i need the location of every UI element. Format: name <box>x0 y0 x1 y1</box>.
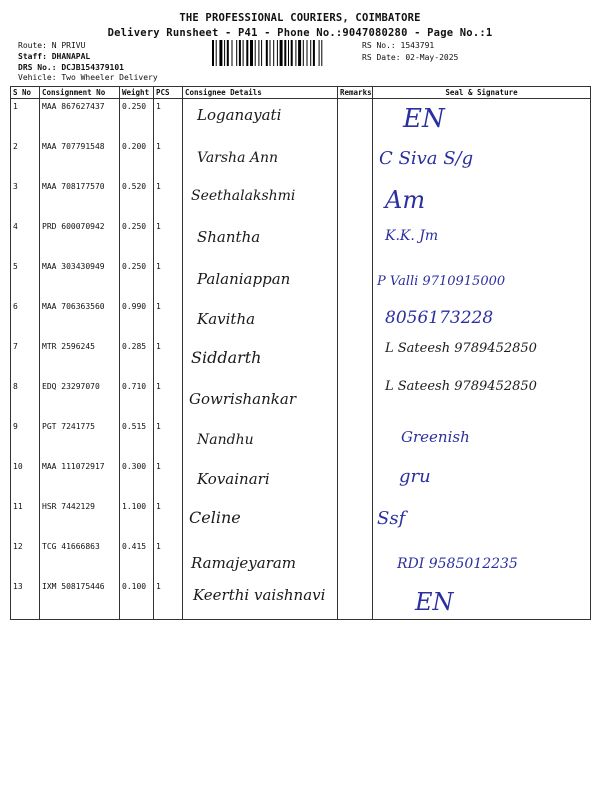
barcode-bar <box>284 40 286 66</box>
cell-signature <box>373 579 591 620</box>
rs-date: RS Date: 02-May-2025 <box>362 53 459 62</box>
barcode-bar <box>232 40 233 66</box>
signature-handwriting: L Sateesh 9789452850 <box>385 379 537 394</box>
cell-weight: 0.300 <box>120 459 154 499</box>
cell-consignee <box>183 139 338 179</box>
consignee-handwriting: Kavitha <box>197 310 256 328</box>
cell-consignee <box>183 99 338 140</box>
cell-consignment: MAA 707791548 <box>40 139 120 179</box>
barcode-bar <box>313 40 315 66</box>
cell-pcs: 1 <box>154 139 183 179</box>
cell-consignment: MAA 708177570 <box>40 179 120 219</box>
cell-signature <box>373 139 591 179</box>
cell-sno: 10 <box>11 459 40 499</box>
barcode <box>212 40 352 66</box>
barcode-bar <box>280 40 283 66</box>
cell-signature <box>373 299 591 339</box>
consignee-handwriting: Palaniappan <box>197 270 291 288</box>
barcode-bar <box>258 40 259 66</box>
table-row <box>11 179 591 219</box>
barcode-bar <box>255 40 256 66</box>
cell-weight: 1.100 <box>120 499 154 539</box>
cell-consignee <box>183 179 338 219</box>
cell-pcs: 1 <box>154 219 183 259</box>
cell-pcs: 1 <box>154 339 183 379</box>
cell-consignee <box>183 459 338 499</box>
cell-remarks <box>338 299 373 339</box>
table-row <box>11 419 591 459</box>
cell-consignment: IXM 508175446 <box>40 579 120 620</box>
company-title: THE PROFESSIONAL COURIERS, COIMBATORE <box>179 12 421 24</box>
cell-weight: 0.250 <box>120 259 154 299</box>
col-pcs: PCS <box>154 87 183 99</box>
cell-signature <box>373 179 591 219</box>
cell-pcs: 1 <box>154 99 183 140</box>
cell-weight: 0.515 <box>120 419 154 459</box>
signature-handwriting: 8056173228 <box>385 308 494 328</box>
col-signature: Seal & Signature <box>373 87 591 99</box>
cell-sno: 1 <box>11 99 40 140</box>
consignee-handwriting: Celine <box>189 508 241 527</box>
cell-sno: 2 <box>11 139 40 179</box>
cell-signature <box>373 259 591 299</box>
cell-signature <box>373 379 591 419</box>
cell-consignee <box>183 259 338 299</box>
cell-signature <box>373 339 591 379</box>
barcode-bar <box>212 40 214 66</box>
cell-sno: 7 <box>11 339 40 379</box>
barcode-bar <box>250 40 253 66</box>
cell-remarks <box>338 499 373 539</box>
cell-consignment: TCG 41666863 <box>40 539 120 579</box>
cell-remarks <box>338 459 373 499</box>
cell-signature <box>373 539 591 579</box>
cell-signature <box>373 219 591 259</box>
barcode-bar <box>277 40 278 66</box>
cell-weight: 0.285 <box>120 339 154 379</box>
col-weight: Weight <box>120 87 154 99</box>
runsheet-subtitle: Delivery Runsheet - P41 - Phone No.:9047080280 - Page No.:1 <box>107 27 493 39</box>
cell-pcs: 1 <box>154 579 183 620</box>
cell-pcs: 1 <box>154 459 183 499</box>
consignee-handwriting: Loganayati <box>197 106 282 124</box>
staff-label: Staff: DHANAPAL <box>18 52 91 61</box>
barcode-bar <box>227 40 229 66</box>
cell-consignment: MAA 303430949 <box>40 259 120 299</box>
barcode-bar <box>307 40 308 66</box>
signature-handwriting: EN <box>415 588 454 616</box>
table-row <box>11 139 591 179</box>
barcode-bar <box>321 40 322 66</box>
cell-consignee <box>183 419 338 459</box>
barcode-bar <box>295 40 296 66</box>
barcode-bar <box>224 40 225 66</box>
cell-consignment: MAA 867627437 <box>40 99 120 140</box>
barcode-bar <box>261 40 262 66</box>
route-label: Route: N PRIVU <box>18 41 86 50</box>
barcode-bar <box>310 40 311 66</box>
cell-remarks <box>338 179 373 219</box>
cell-sno: 9 <box>11 419 40 459</box>
signature-handwriting: L Sateesh 9789452850 <box>385 341 537 356</box>
cell-remarks <box>338 339 373 379</box>
barcode-bar <box>270 40 271 66</box>
signature-handwriting: Greenish <box>401 428 470 446</box>
signature-handwriting: C Siva S/g <box>379 148 474 169</box>
cell-consignee <box>183 499 338 539</box>
drs-label: DRS No.: DCJB154379101 <box>18 63 124 72</box>
signature-handwriting: P Valli 9710915000 <box>377 274 506 289</box>
cell-weight: 0.250 <box>120 99 154 140</box>
cell-consignment: MAA 706363560 <box>40 299 120 339</box>
cell-consignee <box>183 379 338 419</box>
cell-remarks <box>338 259 373 299</box>
table-row <box>11 579 591 620</box>
cell-remarks <box>338 379 373 419</box>
col-sno: S No <box>11 87 40 99</box>
cell-signature <box>373 419 591 459</box>
cell-sno: 3 <box>11 179 40 219</box>
cell-consignment: HSR 7442129 <box>40 499 120 539</box>
signature-handwriting: K.K. Jm <box>385 228 439 244</box>
cell-weight: 0.990 <box>120 299 154 339</box>
cell-pcs: 1 <box>154 499 183 539</box>
cell-weight: 0.100 <box>120 579 154 620</box>
cell-weight: 0.415 <box>120 539 154 579</box>
cell-pcs: 1 <box>154 179 183 219</box>
cell-pcs: 1 <box>154 419 183 459</box>
cell-pcs: 1 <box>154 299 183 339</box>
cell-consignee <box>183 219 338 259</box>
barcode-bar <box>288 40 289 66</box>
table-row <box>11 539 591 579</box>
cell-consignment: PGT 7241775 <box>40 419 120 459</box>
barcode-bar <box>303 40 304 66</box>
cell-pcs: 1 <box>154 539 183 579</box>
signature-handwriting: EN <box>403 104 445 134</box>
cell-sno: 8 <box>11 379 40 419</box>
cell-weight: 0.200 <box>120 139 154 179</box>
col-consignment: Consignment No <box>40 87 120 99</box>
cell-sno: 5 <box>11 259 40 299</box>
barcode-bar <box>243 40 244 66</box>
rs-number: RS No.: 1543791 <box>362 41 435 50</box>
table-row <box>11 99 591 140</box>
runsheet-table <box>10 86 591 620</box>
cell-consignee <box>183 579 338 620</box>
cell-consignee <box>183 339 338 379</box>
cell-signature <box>373 99 591 140</box>
cell-sno: 6 <box>11 299 40 339</box>
table-row <box>11 339 591 379</box>
consignee-handwriting: Shantha <box>197 228 261 246</box>
consignee-handwriting: Seethalakshmi <box>191 188 296 204</box>
barcode-bar <box>291 40 293 66</box>
consignee-handwriting: Kovainari <box>197 470 270 488</box>
cell-consignee <box>183 539 338 579</box>
barcode-bar <box>236 40 237 66</box>
cell-remarks <box>338 579 373 620</box>
cell-pcs: 1 <box>154 259 183 299</box>
cell-remarks <box>338 419 373 459</box>
signature-handwriting: gru <box>399 466 431 487</box>
cell-consignment: MTR 2596245 <box>40 339 120 379</box>
cell-sno: 4 <box>11 219 40 259</box>
table-row <box>11 499 591 539</box>
cell-pcs: 1 <box>154 379 183 419</box>
signature-handwriting: Ssf <box>377 508 406 529</box>
barcode-bar <box>266 40 268 66</box>
consignee-handwriting: Nandhu <box>197 432 254 448</box>
cell-consignment: EDQ 23297070 <box>40 379 120 419</box>
vehicle-label: Vehicle: Two Wheeler Delivery <box>18 73 158 82</box>
cell-weight: 0.250 <box>120 219 154 259</box>
cell-remarks <box>338 139 373 179</box>
table-row <box>11 259 591 299</box>
barcode-bar <box>273 40 274 66</box>
consignee-handwriting: Siddarth <box>191 348 262 367</box>
cell-consignee <box>183 299 338 339</box>
cell-remarks <box>338 219 373 259</box>
barcode-bar <box>219 40 222 66</box>
signature-handwriting: Am <box>385 186 426 214</box>
cell-sno: 13 <box>11 579 40 620</box>
consignee-handwriting: Varsha Ann <box>197 150 279 166</box>
table-row <box>11 219 591 259</box>
barcode-bar <box>239 40 241 66</box>
table-header-row <box>11 87 591 99</box>
table-row <box>11 459 591 499</box>
cell-sno: 12 <box>11 539 40 579</box>
cell-weight: 0.520 <box>120 179 154 219</box>
barcode-bar <box>246 40 248 66</box>
barcode-bar <box>298 40 301 66</box>
cell-remarks <box>338 99 373 140</box>
cell-remarks <box>338 539 373 579</box>
cell-consignment: MAA 111072917 <box>40 459 120 499</box>
barcode-bar <box>216 40 217 66</box>
cell-signature <box>373 459 591 499</box>
table-row <box>11 299 591 339</box>
consignee-handwriting: Gowrishankar <box>189 390 296 408</box>
consignee-handwriting: Ramajeyaram <box>191 554 297 572</box>
barcode-bar <box>319 40 320 66</box>
cell-consignment: PRD 600070942 <box>40 219 120 259</box>
cell-weight: 0.710 <box>120 379 154 419</box>
table-row <box>11 379 591 419</box>
consignee-handwriting: Keerthi vaishnavi <box>193 586 326 604</box>
cell-sno: 11 <box>11 499 40 539</box>
cell-signature <box>373 499 591 539</box>
col-consignee: Consignee Details <box>183 87 338 99</box>
signature-handwriting: RDI 9585012235 <box>397 556 518 572</box>
col-remarks: Remarks <box>338 87 373 99</box>
